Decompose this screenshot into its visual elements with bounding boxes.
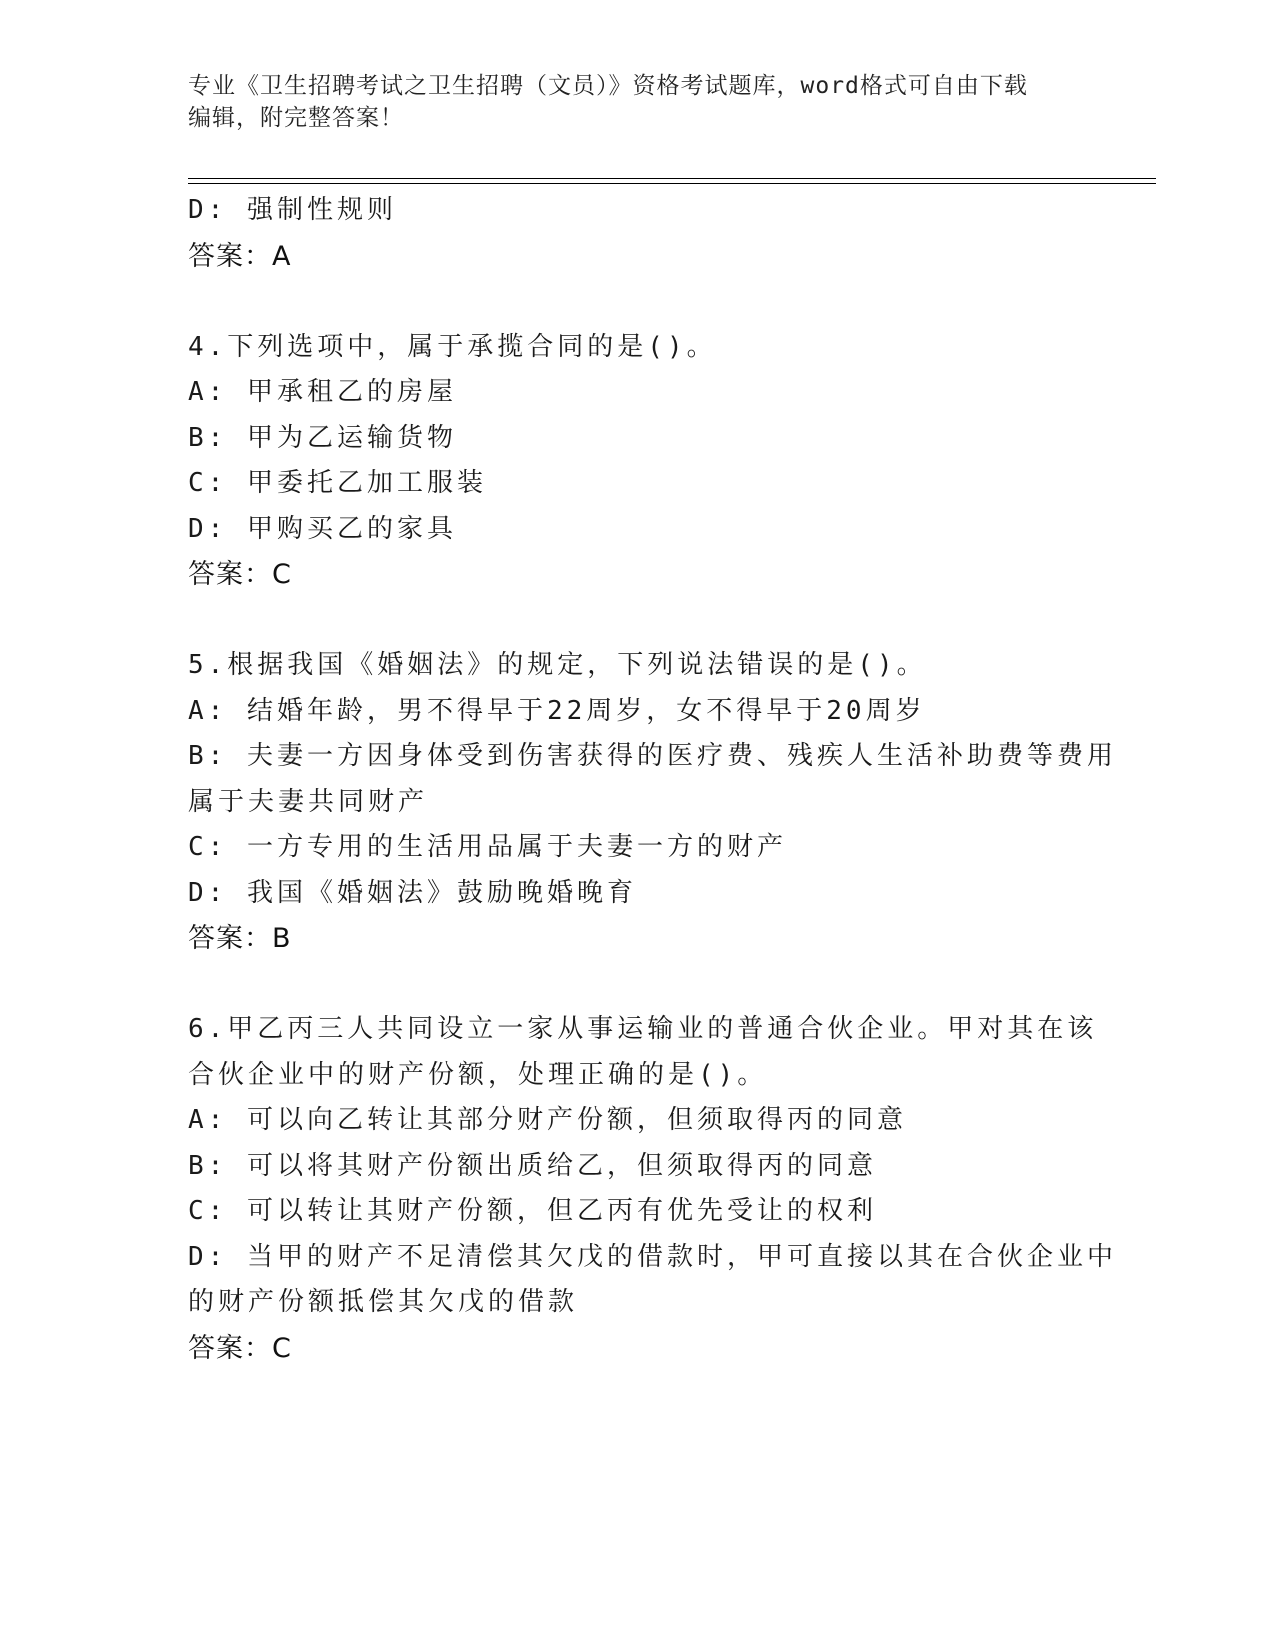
- question-stem: 6.甲乙丙三人共同设立一家从事运输业的普通合伙企业。甲对其在该: [188, 1014, 1098, 1044]
- question-stem: 5.根据我国《婚姻法》的规定，下列说法错误的是()。: [188, 650, 927, 680]
- question-4: [188, 325, 1088, 598]
- answer-carryover: 答案：A: [188, 240, 292, 272]
- question-content: [188, 188, 1117, 1371]
- option-b: B: 夫妻一方因身体受到伤害获得的医疗费、残疾人生活补助费等费用: [188, 741, 1117, 771]
- option-b: B: 可以将其财产份额出质给乙，但须取得丙的同意: [188, 1150, 877, 1181]
- option-d: D: 甲购买乙的家具: [188, 513, 457, 544]
- answer: 答案：C: [188, 1332, 292, 1364]
- option-c: C: 一方专用的生活用品属于夫妻一方的财产: [188, 832, 787, 862]
- option-a: A: 结婚年龄，男不得早于22周岁，女不得早于20周岁: [188, 695, 926, 726]
- option-d-continued: 的财产份额抵偿其欠戊的借款: [188, 1287, 579, 1317]
- option-c: C: 甲委托乙加工服装: [188, 468, 487, 498]
- question-6: [188, 1007, 1117, 1371]
- option-d: D: 当甲的财产不足清偿其欠戊的借款时，甲可直接以其在合伙企业中: [188, 1241, 1117, 1272]
- header-line-2: 编辑，附完整答案！: [188, 105, 404, 131]
- option-c: C: 可以转让其财产份额，但乙丙有优先受让的权利: [188, 1196, 877, 1226]
- question-stem: 4.下列选项中，属于承揽合同的是()。: [188, 331, 717, 362]
- option-b: B: 甲为乙运输货物: [188, 422, 457, 453]
- question-5: [188, 643, 1117, 962]
- header-divider-bottom: [188, 183, 1156, 184]
- option-d: D: 我国《婚姻法》鼓励晚婚晚育: [188, 877, 637, 908]
- option-a: A: 可以向乙转让其部分财产份额，但须取得丙的同意: [188, 1105, 907, 1135]
- option-a: A: 甲承租乙的房屋: [188, 377, 457, 407]
- option-b-continued: 属于夫妻共同财产: [188, 786, 429, 817]
- answer: 答案：B: [188, 923, 292, 954]
- header-line-1: 专业《卫生招聘考试之卫生招聘（文员）》资格考试题库，word格式可自由下载: [188, 73, 1028, 99]
- question-stem-continued: 合伙企业中的财产份额，处理正确的是()。: [188, 1059, 768, 1090]
- document-header: [188, 70, 1088, 134]
- answer: 答案：C: [188, 559, 292, 590]
- option-d-carryover: D: 强制性规则: [188, 195, 397, 225]
- header-divider-top: [188, 178, 1156, 179]
